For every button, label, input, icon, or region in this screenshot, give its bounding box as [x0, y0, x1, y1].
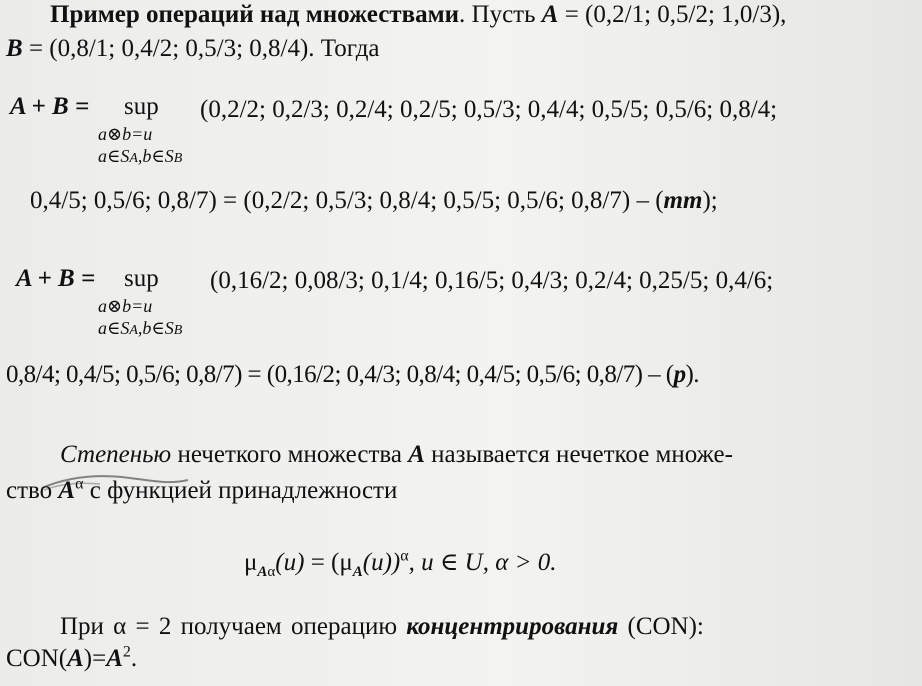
con-line-2: $CON(A)=A^2$.	[6, 643, 138, 672]
definition-line-2: ство $A^\alpha$ с функцией принадлежности	[6, 475, 398, 504]
formula1-cond-2: a∈SA,b∈SB	[98, 146, 183, 166]
intro-line-1: Пример операций над множествами. Пусть A = (0,2/1; 0,5/2; 1,0/3),	[50, 1, 787, 28]
example-heading: Пример операций над множествами	[50, 1, 460, 28]
formula2-line-1: (0,16/2; 0,08/3; 0,1/4; 0,16/5; 0,4/3; 0,2/4; 0,25/5; 0,4/6;	[210, 267, 774, 294]
formula1-line-2: 0,4/5; 0,5/6; 0,8/7) = (0,2/2; 0,5/3; 0,8/4; 0,5/5; 0,5/6; 0,8/7) – (mm);	[30, 187, 718, 214]
formula2-line-2: 0,8/4; 0,4/5; 0,5/6; 0,8/7) = (0,16/2; 0,4/3; 0,8/4; 0,4/5; 0,5/6; 0,8/7) – (p).	[6, 361, 700, 388]
con-term: концентрирования	[406, 613, 619, 640]
formula1-sup: sup	[124, 93, 159, 120]
intro-line-2: B = (0,8/1; 0,4/2; 0,5/3; 0,8/4). Тогда	[6, 35, 380, 62]
formula2-lhs: A + B =	[16, 265, 96, 292]
formula1-line-1: (0,2/2; 0,2/3; 0,2/4; 0,2/5; 0,5/3; 0,4/4; 0,5/5; 0,5/6; 0,8/4;	[200, 96, 778, 123]
formula2-cond-2: a∈SA,b∈SB	[98, 318, 183, 338]
con-line-1: При α = 2 получаем операцию концентрирования (CON):	[60, 613, 704, 640]
formula1-cond-1: a⊗b=u	[98, 124, 153, 144]
formula2-sup: sup	[124, 265, 159, 292]
definition-line-1: Степенью нечеткого множества A называется нечеткое множе-	[60, 441, 733, 468]
membership-formula: $\mu_{A\alpha}(u) = (\mu_A(u))^\alpha$, u ∈ U, α > 0.	[244, 547, 557, 580]
definition-term: Степенью	[60, 441, 172, 468]
formula2-cond-1: a⊗b=u	[98, 296, 153, 316]
formula1-lhs: A + B =	[10, 93, 90, 120]
